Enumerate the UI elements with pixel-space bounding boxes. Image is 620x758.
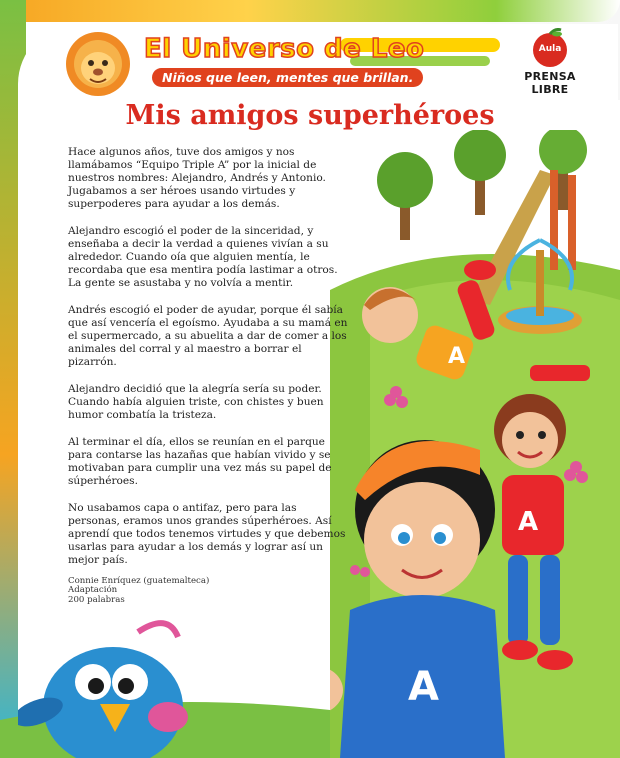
publisher-name: PRENSA LIBRE: [524, 70, 576, 96]
publisher-badge-text: Aula: [538, 44, 562, 54]
paragraph-3: Andrés escogió el poder de ayudar, porque él sabía que así vencería el egoísmo. Ayudaba a su mamá en el supermercado, a su abuelita a dar de comer a los animales del corral y al maestro a borrar el pizarrón.: [68, 303, 348, 369]
credit-note: Adaptación: [68, 585, 118, 596]
park-illustration: [330, 130, 620, 758]
credit-word-count: 200 palabras: [68, 594, 125, 605]
top-color-band: [0, 0, 620, 22]
paragraph-6: No usabamos capa o antifaz, pero para las personas, eramos unos grandes súperhéroes. Así aprendí que todos tenemos virtudes y que debemos usarlas para ayudar a los demás y lograr así un mejor país.: [68, 501, 346, 566]
shirt-letter-orange: A: [448, 344, 466, 369]
paragraph-4: Alejandro decidió que la alegría sería su poder. Cuando había alguien triste, con chistes y buen humor combatía la tristeza.: [68, 382, 324, 422]
publisher-logo: [505, 28, 595, 96]
blue-bird-mascot-icon: [18, 612, 208, 758]
article-credit: [68, 577, 268, 605]
paragraph-5: Al terminar el día, ellos se reunían en el parque para contarse las hazañas que habían vivido y se motivaban para cumplir una vez más su papel de súperhéroes.: [68, 435, 332, 487]
article-title: Mis amigos superhéroes: [125, 100, 495, 131]
credit-author: Connie Enríquez (guatemalteca): [68, 576, 210, 586]
paragraph-1: Hace algunos años, tuve dos amigos y nos llamábamos “Equipo Triple A” por la inicial de nuestros nombres: Alejandro, Andrés y Antonio. Jugabamos a ser héroes usando virtudes y superpoderes para ayudar a los demás.: [68, 146, 326, 211]
brand-tagline: Niños que leen, mentes que brillan.: [152, 68, 423, 87]
shirt-letter-red: A: [518, 507, 539, 537]
shirt-letter-blue: A: [408, 664, 439, 710]
article-body: [68, 146, 350, 581]
brand-logo: [60, 28, 490, 98]
brand-title: El Universo de Leo: [144, 34, 425, 64]
paragraph-2: Alejandro escogió el poder de la sinceridad, y enseñaba a decir la verdad a quienes vivían a su alrededor. Cuando oía que alguien mentía, le recordaba que esa mentira podía lastimar a otros. La gente se asustaba y no volvía a mentir.: [68, 224, 338, 290]
lion-mascot-icon: [60, 28, 138, 98]
